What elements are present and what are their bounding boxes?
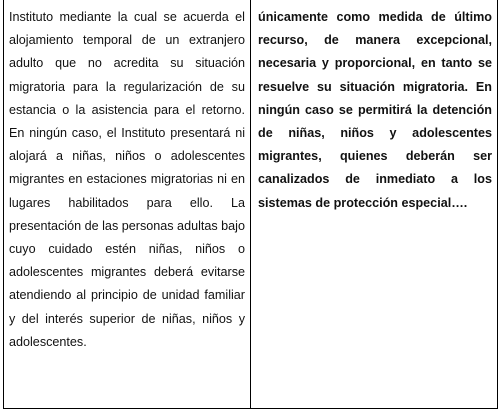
left-column-cell <box>4 0 251 409</box>
table-row <box>4 0 498 409</box>
right-column-cell <box>251 0 498 409</box>
left-column-text: Instituto mediante la cual se acuerda el alojamiento temporal de un extranjero adulto que no acredita su situación migratoria para la regularización de su estancia o la asistencia para el retorno. En ningún caso, el Instituto presentará ni alojará a niñas, niños o adolescentes migrantes en estaciones migratorias ni en lugares habilitados para ello. La presentación de las personas adultas bajo cuyo cuidado estén niñas, niños o adolescentes migrantes deberá evitarse atendiendo al principio de unidad familiar y del interés superior de niñas, niños y adolescentes. <box>9 10 245 349</box>
right-column-text: únicamente como medida de último recurso, de manera excepcional, necesaria y proporcional, en tanto se resuelve su situación migratoria. En ningún caso se permitirá la detención de niñas, niños y adolescentes migrantes, quienes deberán ser canalizados de inmediato a los sistemas de protección especial…. <box>258 10 492 210</box>
comparison-table <box>3 0 498 409</box>
